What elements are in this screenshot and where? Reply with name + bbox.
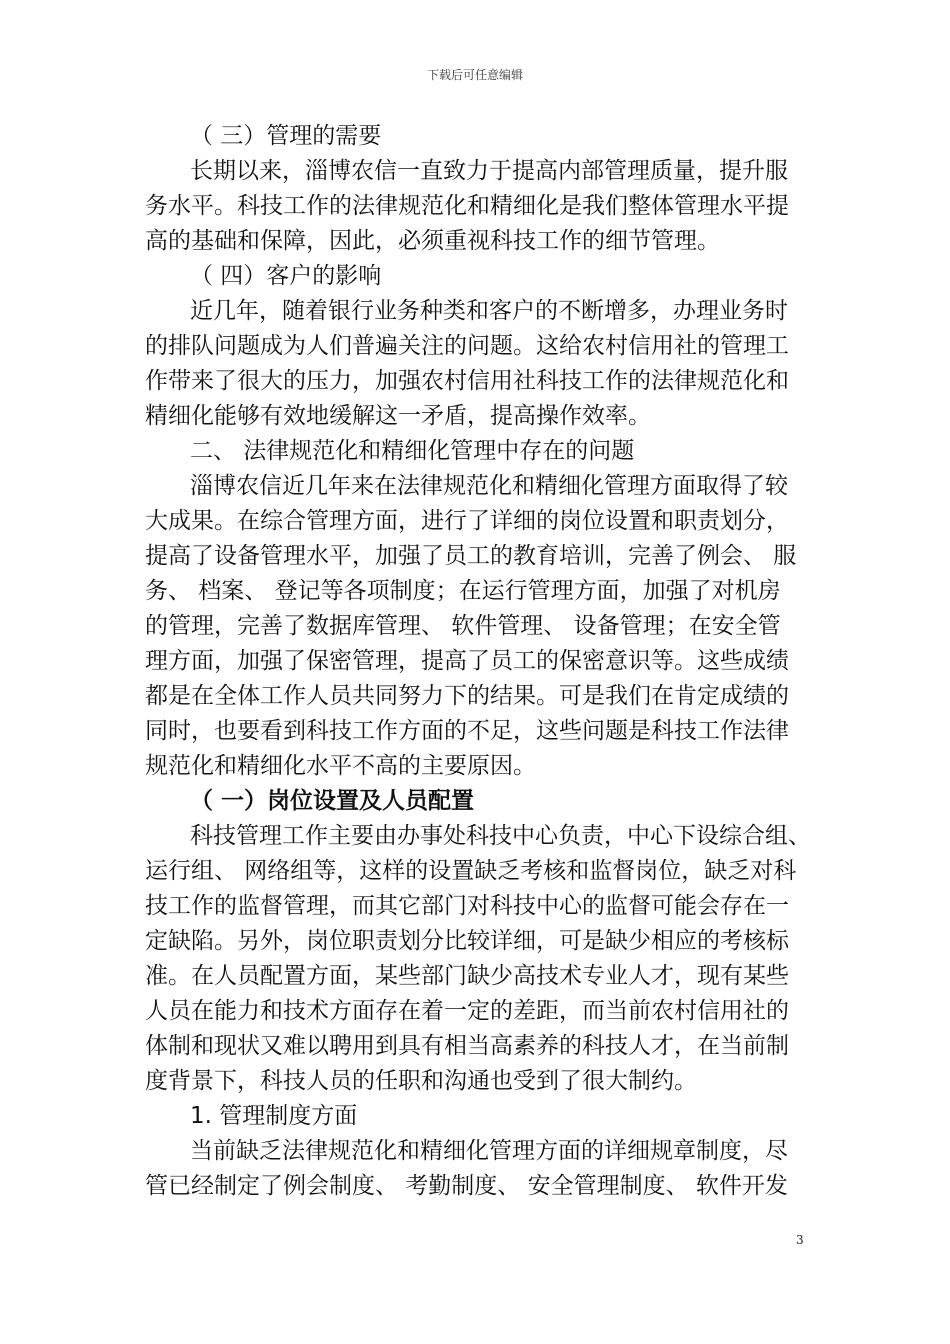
paragraph-line: 度背景下，科技人员的任职和沟通也受到了很大制约。: [145, 1068, 697, 1094]
paragraph-line: 提高了设备管理水平，加强了员工的教育培训，完善了例会、 服: [145, 543, 797, 569]
paragraph-line: 人员在能力和技术方面存在着一定的差距，而当前农村信用社的: [145, 998, 789, 1024]
page-header: 下载后可任意编辑: [426, 68, 523, 82]
paragraph-line: 规范化和精细化水平不高的主要原因。: [145, 753, 536, 779]
section-heading-4: （ 四）客户的影响: [190, 263, 382, 289]
paragraph-line: 务水平。科技工作的法律规范化和精细化是我们整体管理水平提: [145, 193, 789, 219]
paragraph-line: 准。在人员配置方面，某些部门缺少高技术专业人才，现有某些: [145, 963, 789, 989]
paragraph-line: 近几年，随着银行业务种类和客户的不断增多，办理业务时: [190, 298, 788, 324]
paragraph-line: 运行组、 网络组等，这样的设置缺乏考核和监督岗位，缺乏对科: [145, 858, 797, 884]
section-heading-3: （ 三）管理的需要: [190, 123, 382, 149]
paragraph-line: 科技管理工作主要由办事处科技中心负责，中心下设综合组、: [190, 823, 811, 849]
paragraph-line: 同时，也要看到科技工作方面的不足，这些问题是科技工作法律: [145, 718, 789, 744]
paragraph-line: 务、 档案、 登记等各项制度；在运行管理方面，加强了对机房: [145, 578, 781, 604]
paragraph-line: 淄博农信近几年来在法律规范化和精细化管理方面取得了较: [190, 473, 788, 499]
paragraph-line: 技工作的监督管理，而其它部门对科技中心的监督可能会存在一: [145, 893, 789, 919]
subsection-heading: 1. 管理制度方面: [190, 1103, 358, 1129]
paragraph-line: 高的基础和保障，因此，必须重视科技工作的细节管理。: [145, 228, 720, 254]
paragraph-line: 定缺陷。另外，岗位职责划分比较详细，可是缺少相应的考核标: [145, 928, 789, 954]
paragraph-line: 作带来了很大的压力，加强农村信用社科技工作的法律规范化和: [145, 368, 789, 394]
paragraph-line: 的排队问题成为人们普遍关注的问题。这给农村信用社的管理工: [145, 333, 789, 359]
chapter-heading-2: 二、 法律规范化和精细化管理中存在的问题: [190, 438, 635, 464]
paragraph-line: 精细化能够有效地缓解这一矛盾，提高操作效率。: [145, 403, 651, 429]
paragraph-line: 都是在全体工作人员共同努力下的结果。可是我们在肯定成绩的: [145, 683, 789, 709]
paragraph-line: 理方面，加强了保密管理，提高了员工的保密意识等。这些成绩: [145, 648, 789, 674]
section-heading-1: （ 一）岗位设置及人员配置: [190, 788, 475, 814]
paragraph-line: 长期以来，淄博农信一直致力于提高内部管理质量，提升服: [190, 158, 788, 184]
page-number: 3: [796, 1233, 804, 1247]
paragraph-line: 大成果。在综合管理方面，进行了详细的岗位设置和职责划分，: [145, 508, 789, 534]
paragraph-line: 体制和现状又难以聘用到具有相当高素养的科技人才，在当前制: [145, 1033, 789, 1059]
paragraph-line: 当前缺乏法律规范化和精细化管理方面的详细规章制度，尽: [190, 1138, 788, 1164]
paragraph-line: 管已经制定了例会制度、 考勤制度、 安全管理制度、 软件开发: [145, 1173, 788, 1199]
paragraph-line: 的管理，完善了数据库管理、 软件管理、 设备管理；在安全管: [145, 613, 781, 639]
